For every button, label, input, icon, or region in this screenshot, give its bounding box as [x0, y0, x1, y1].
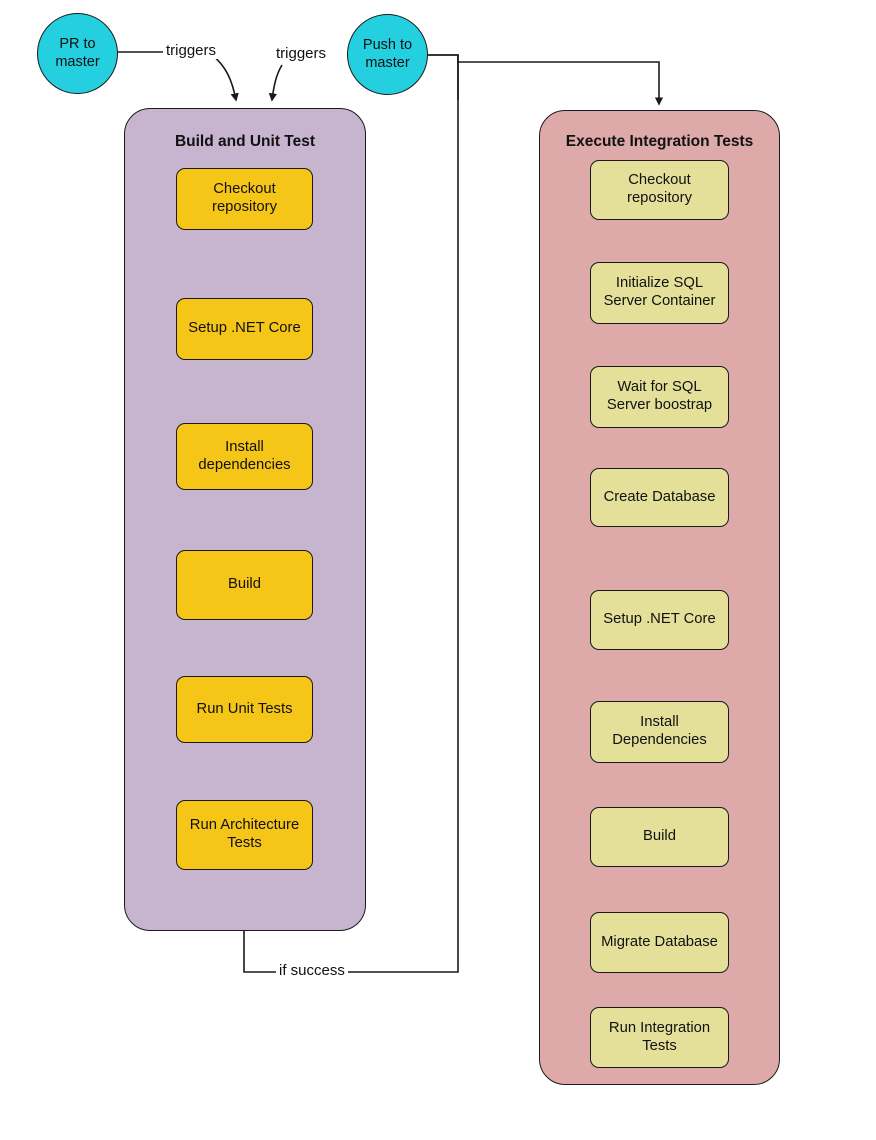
step-label: Install dependencies: [198, 438, 291, 473]
trigger-pr-to-master[interactable]: [37, 13, 118, 94]
step-label: Build: [228, 576, 261, 593]
step-label: Setup .NET Core: [603, 611, 716, 628]
edge-label-triggers-right: triggers: [273, 45, 329, 62]
trigger-pr-line2: master: [55, 53, 100, 70]
step-build-run-architecture-tests[interactable]: [176, 800, 313, 870]
step-integration-checkout-repository[interactable]: [590, 160, 729, 220]
lane-execute-integration-tests-title: Execute Integration Tests: [565, 133, 754, 150]
trigger-push-line1: Push to: [362, 37, 413, 54]
lane-build-and-unit-test-title: Build and Unit Test: [174, 133, 316, 150]
step-integration-wait-for-sql-server-bootstrap[interactable]: [590, 366, 729, 428]
edge-label-triggers-left: triggers: [163, 42, 219, 59]
step-integration-initialize-sql-server-container[interactable]: [590, 262, 729, 324]
trigger-push-to-master-label: [363, 37, 412, 71]
step-build-install-dependencies[interactable]: [176, 423, 313, 490]
step-label: Run Architecture Tests: [189, 817, 300, 851]
step-label: Wait for SQL Server boostrap: [606, 379, 713, 413]
step-build-build[interactable]: [176, 550, 313, 620]
step-build-checkout-repository[interactable]: [176, 168, 313, 230]
trigger-pr-to-master-label: [55, 36, 99, 70]
trigger-pr-line1: PR to: [59, 36, 96, 53]
step-label: Run Integration Tests: [608, 1019, 711, 1054]
trigger-push-to-master[interactable]: [347, 14, 428, 95]
edge-label-if-success: if success: [276, 962, 348, 979]
step-integration-install-dependencies[interactable]: [590, 701, 729, 763]
step-label: Migrate Database: [601, 933, 718, 950]
step-integration-setup-dotnet-core[interactable]: [590, 590, 729, 650]
step-label: Run Unit Tests: [196, 700, 293, 717]
step-integration-run-integration-tests[interactable]: [590, 1007, 729, 1068]
step-integration-build[interactable]: [590, 807, 729, 867]
step-label: Setup .NET Core: [188, 320, 301, 337]
step-label: Create Database: [603, 488, 716, 505]
step-label: Build: [643, 828, 676, 845]
step-integration-migrate-database[interactable]: [590, 912, 729, 973]
step-label: Checkout repository: [212, 181, 277, 215]
step-build-setup-dotnet-core[interactable]: [176, 298, 313, 360]
step-label: Initialize SQL Server Container: [603, 275, 716, 309]
step-label: Install Dependencies: [612, 714, 707, 748]
step-integration-create-database[interactable]: [590, 468, 729, 527]
step-build-run-unit-tests[interactable]: [176, 676, 313, 743]
step-label: Checkout repository: [627, 172, 692, 206]
trigger-push-line2: master: [365, 54, 410, 71]
